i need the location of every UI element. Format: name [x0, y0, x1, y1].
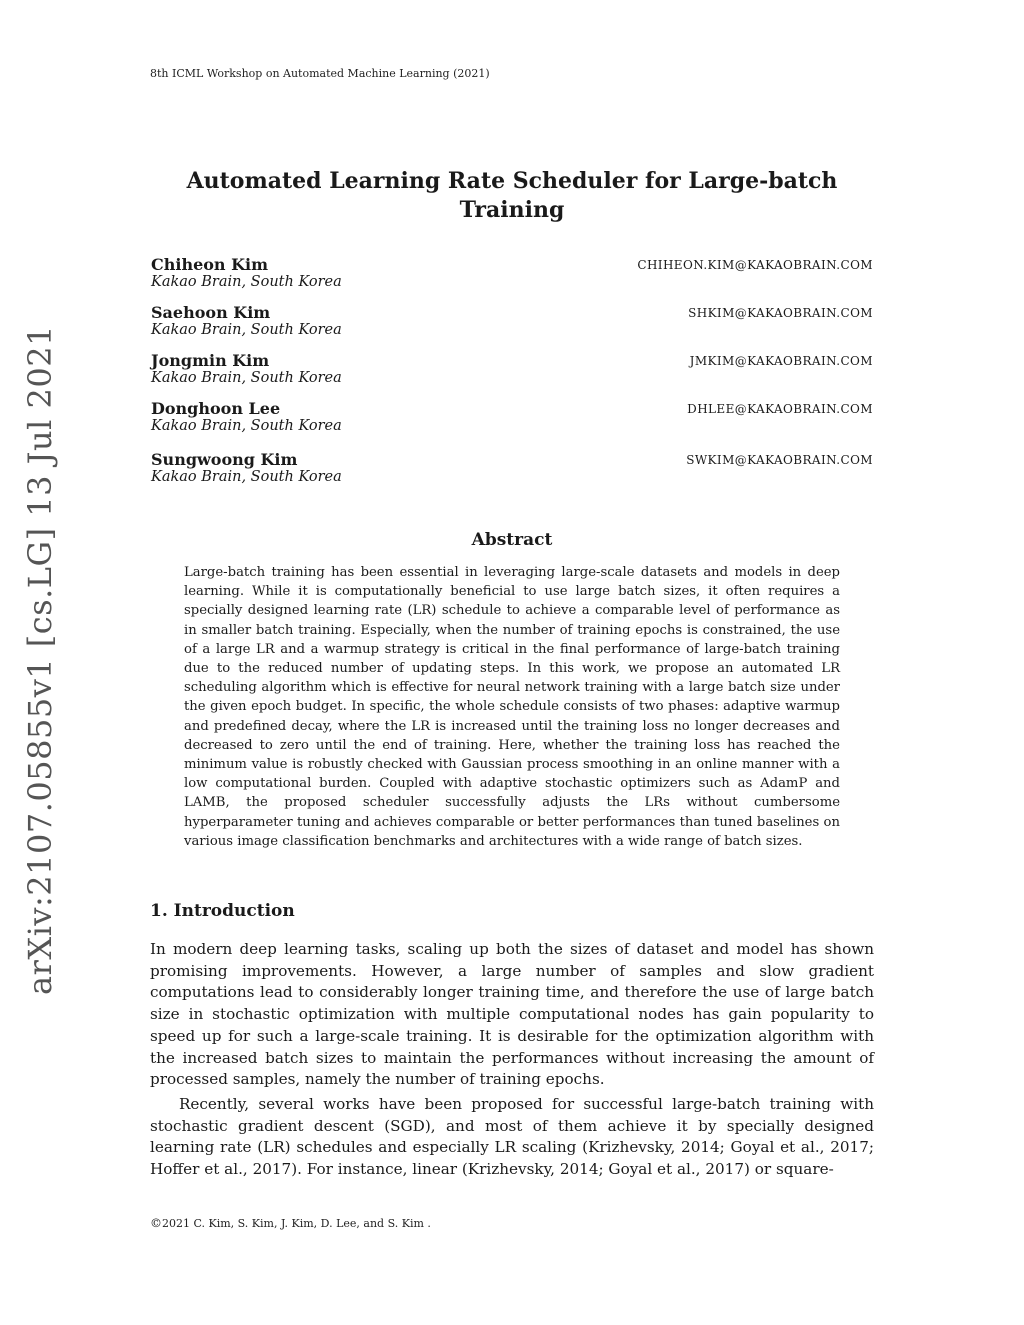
abstract-heading: Abstract — [471, 530, 553, 550]
author-block — [151, 303, 873, 343]
author-email[interactable]: SHKIM@KAKAOBRAIN.COM — [688, 306, 873, 320]
abstract-body — [184, 563, 840, 851]
abstract-text: Large-batch training has been essential in leveraging large-scale datasets and models in deep learning. While it is computationally beneficial to use large batch sizes, it often requires a specially designed learning rate (LR) schedule to achieve a comparable level of performance as in smaller batch training. Especially, when the number of training epochs is constrained, the use of a large LR and a warmup strategy is critical in the final performance of large-batch training due to the reduced number of updating steps. In this work, we propose an automated LR scheduling algorithm which is effective for neural network training with a large batch size under the given epoch budget. In specific, the whole schedule consists of two phases: adaptive warmup and predefined decay, where the LR is increased until the training loss no longer decreases and decreased to zero until the end of training. Here, whether the training loss has reached the minimum value is robustly checked with Gaussian process smoothing in an online manner with a low computational burden. Coupled with adaptive stochastic optimizers such as AdamP and LAMB, the proposed scheduler successfully adjusts the LRs without cumbersome hyperparameter tuning and achieves comparable or better performances than tuned baselines on various image classification benchmarks and architectures with a wide range of batch sizes. — [184, 565, 840, 849]
introduction-body — [150, 939, 874, 1181]
author-block — [151, 450, 873, 490]
author-affiliation: Kakao Brain, South Korea — [151, 370, 342, 386]
paragraph: In modern deep learning tasks, scaling up both the sizes of dataset and model has shown promising improvements. However, a large number of samples and slow gradient computations lead to considerably longer training time, and therefore the use of large batch size in stochastic optimization with multiple computational nodes has gain popularity to speed up for such a large-scale training. It is desirable for the optimization algorithm with the increased batch sizes to maintain the performances without increasing the amount of processed samples, namely the number of training epochs. — [150, 940, 874, 1089]
author-block — [151, 255, 873, 295]
author-email[interactable]: CHIHEON.KIM@KAKAOBRAIN.COM — [637, 258, 873, 272]
author-block — [151, 399, 873, 439]
copyright-footer — [150, 1216, 431, 1230]
author-affiliation: Kakao Brain, South Korea — [151, 469, 342, 485]
author-affiliation: Kakao Brain, South Korea — [151, 418, 342, 434]
author-name: Saehoon Kim — [151, 303, 271, 322]
author-email[interactable]: JMKIM@KAKAOBRAIN.COM — [689, 354, 873, 368]
author-name: Donghoon Lee — [151, 399, 281, 418]
author-email[interactable]: SWKIM@KAKAOBRAIN.COM — [686, 453, 873, 467]
copyright-icon: © — [150, 1216, 162, 1230]
arxiv-identifier: arXiv:2107.05855v1 [cs.LG] 13 Jul 2021 — [21, 325, 59, 995]
author-name: Jongmin Kim — [151, 351, 270, 370]
author-name: Sungwoong Kim — [151, 450, 298, 469]
section-heading-introduction: 1. Introduction — [150, 901, 295, 921]
paragraph: Recently, several works have been proposed for successful large-batch training with stochastic gradient descent (SGD), and most of them achieve it by specially designed learning rate (LR) schedules and especially LR scaling (Krizhevsky, 2014; Goyal et al., 2017; Hoffer et al., 2017). For instance, linear (Krizhevsky, 2014; Goyal et al., 2017) or square- — [150, 1094, 874, 1179]
author-affiliation: Kakao Brain, South Korea — [151, 274, 342, 290]
author-block — [151, 351, 873, 391]
author-name: Chiheon Kim — [151, 255, 269, 274]
paper-title: Automated Learning Rate Scheduler for Large-batch Training — [186, 168, 838, 223]
author-email[interactable]: DHLEE@KAKAOBRAIN.COM — [687, 402, 873, 416]
copyright-text: 2021 C. Kim, S. Kim, J. Kim, D. Lee, and S. Kim . — [162, 1217, 431, 1230]
venue-header: 8th ICML Workshop on Automated Machine Learning (2021) — [150, 67, 490, 80]
author-affiliation: Kakao Brain, South Korea — [151, 322, 342, 338]
